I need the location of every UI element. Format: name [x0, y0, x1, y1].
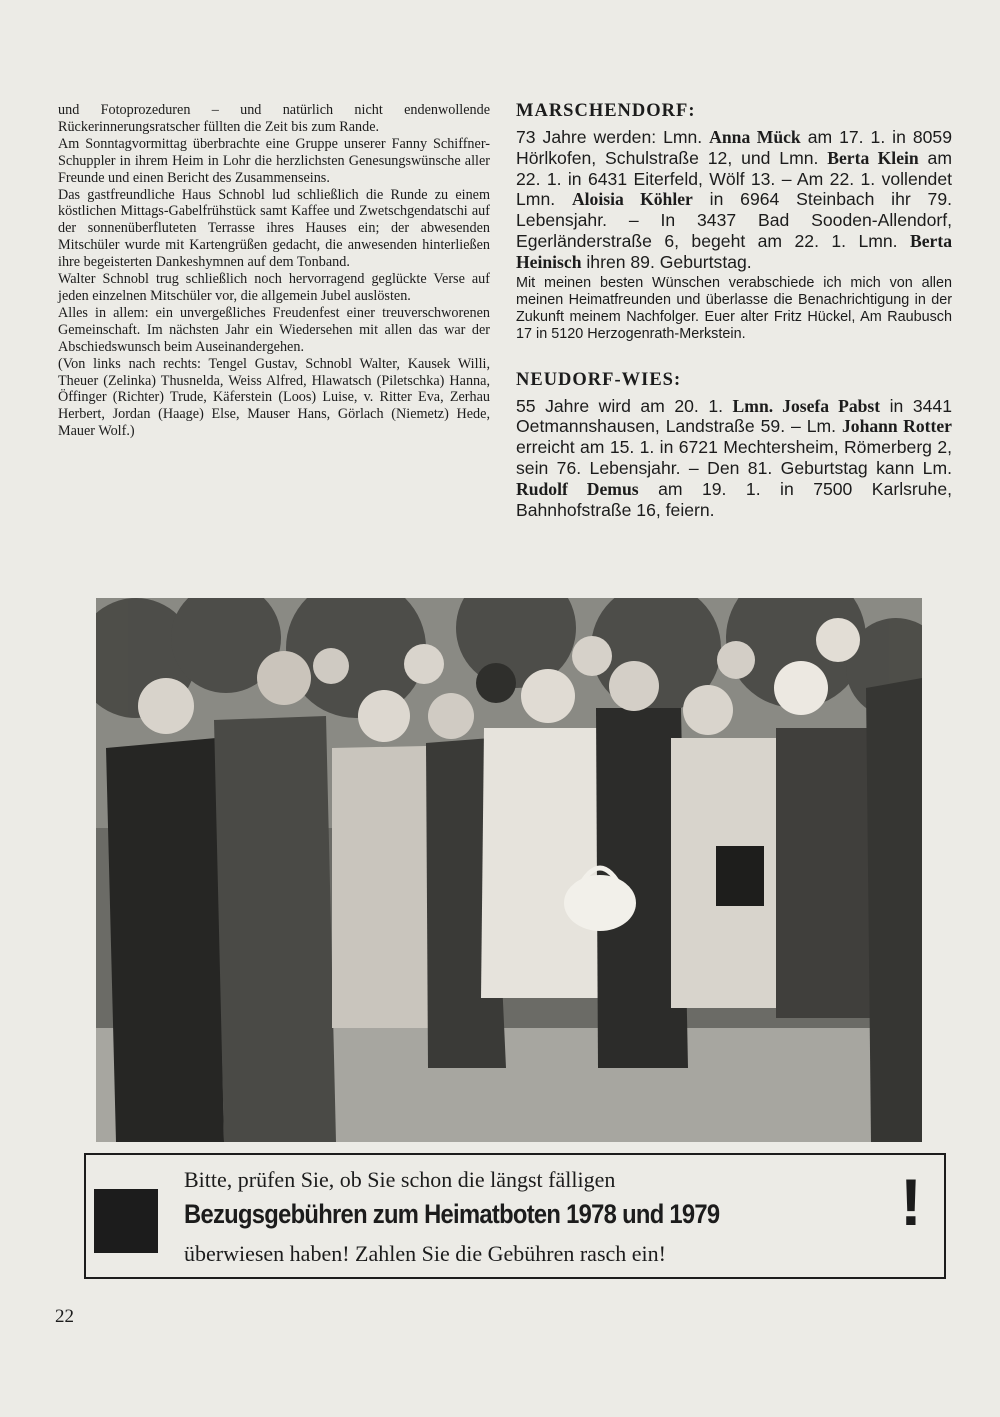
- birthday-paragraph: [516, 127, 952, 273]
- text: in 6964 Steinbach ihr 79. Lebensjahr. – In 3437 Bad Sooden-Allendorf, Egerländerstraße 6, begeht am 22. 1. Lmn.: [516, 189, 952, 251]
- person-name: Aloisia Köhler: [571, 189, 693, 210]
- person-name: Rudolf Demus: [516, 478, 639, 499]
- group-photo: [96, 598, 922, 1142]
- person-name: Berta Klein: [827, 147, 919, 168]
- section-title-neudorf-wies: NEUDORF-WIES:: [516, 369, 682, 390]
- text: am 17. 1. in 8059 Hörlkofen, Schulstraße 12, und Lmn.: [516, 127, 952, 168]
- text: am 22. 1. in 6431 Eiterfeld, Wölf 13. – Am 22. 1. vollendet Lmn.: [516, 147, 952, 210]
- paragraph: und Fotoprozeduren – und natürlich nicht endenwollende Rückerinnerungsratscher füllten die Zeit bis zum Rande.: [58, 102, 490, 135]
- paragraph: Am Sonntagvormittag überbrachte eine Gruppe unserer Fanny Schiffner-Schuppler in ihrem Heim in Lohr die herzlichsten Genesungswünsche aller Freunde und einen Bericht des Zusammenseins.: [58, 135, 490, 186]
- paragraph: Das gastfreundliche Haus Schnobl lud schließlich die Runde zu einem köstlichen Mittags-Gabelfrühstück samt Kaffee und Zwetschgendatschi auf der sonnenüberfluteten Terrasse ihres Hauses ein; der abwesenden Mitschüler wurde mit Kartengrüßen gedacht, die anwesenden hinterließen ihre begeisterten Dankeshymnen auf dem Tonband.: [58, 186, 490, 271]
- text: 55 Jahre wird am 20. 1.: [516, 395, 733, 416]
- notice-line-3: überwiesen haben! Zahlen Sie die Gebühren rasch ein!: [184, 1241, 666, 1266]
- notice-line-1: Bitte, prüfen Sie, ob Sie schon die längst fälligen: [184, 1167, 616, 1192]
- text: in 3441 Oetmannshausen, Landstraße 59. – Lm.: [516, 395, 952, 437]
- person-name: Lmn. Josefa Pabst: [732, 395, 881, 416]
- text: 73 Jahre werden: Lmn.: [516, 127, 710, 147]
- paragraph: Walter Schnobl trug schließlich noch hervorragend geglückte Verse auf jeden einzelnen Mitschüler vor, die allgemein Jubel auslösten.: [58, 271, 490, 304]
- photo-caption: (Von links nach rechts: Tengel Gustav, Schnobl Walter, Kausek Willi, Theuer (Zelinka) Thusnelda, Weiss Alfred, Hlawatsch (Piletschka) Hanna, Öffinger (Richter) Trude, Käferstein (Loos) Luise, v. Ritter Eva, Zerhau Herbert, Jordan (Haage) Else, Mauser Hans, Görlach (Niemetz) Hede, Mauer Wolf.): [58, 355, 490, 440]
- left-column: [58, 102, 490, 440]
- payment-notice-box: [84, 1153, 946, 1279]
- exclamation-mark: !: [900, 1165, 922, 1239]
- person-name: Berta Heinisch: [516, 230, 952, 272]
- text: erreicht am 15. 1. in 6721 Mechtersheim, Römerberg 2, sein 76. Lebensjahr. – Den 81. Geburtstag kann Lm.: [516, 437, 952, 478]
- black-square-icon: [94, 1189, 158, 1253]
- person-name: Johann Rotter: [841, 416, 952, 437]
- text: am 19. 1. in 7500 Karlsruhe, Bahnhofstraße 16, feiern.: [516, 478, 952, 520]
- right-column: [516, 100, 952, 520]
- farewell-paragraph: Mit meinen besten Wünschen verabschiede ich mich von allen meinen Heimatfreunden und überlasse die Benachrichtigung in der Zukunft meinem Nachfolger. Euer alter Fritz Hückel, Am Raubusch 17 in 5120 Herzogenrath-Merkstein.: [516, 274, 952, 342]
- birthday-paragraph: [516, 396, 952, 521]
- group-photo-illustration: [96, 598, 922, 1142]
- paragraph: Alles in allem: ein unvergeßliches Freudenfest einer treuverschworenen Gemeinschaft. Im nächsten Jahr ein Wiedersehen mit allen das war der Abschiedswunsch beim Auseinandergehen.: [58, 304, 490, 355]
- person-name: Anna Mück: [709, 127, 801, 147]
- section-title-marschendorf: MARSCHENDORF:: [516, 101, 696, 121]
- notice-headline: Bezugsgebühren zum Heimatboten 1978 und 1979: [184, 1199, 720, 1229]
- page-number: 22: [55, 1306, 74, 1327]
- text: ihren 89. Geburtstag.: [581, 251, 752, 272]
